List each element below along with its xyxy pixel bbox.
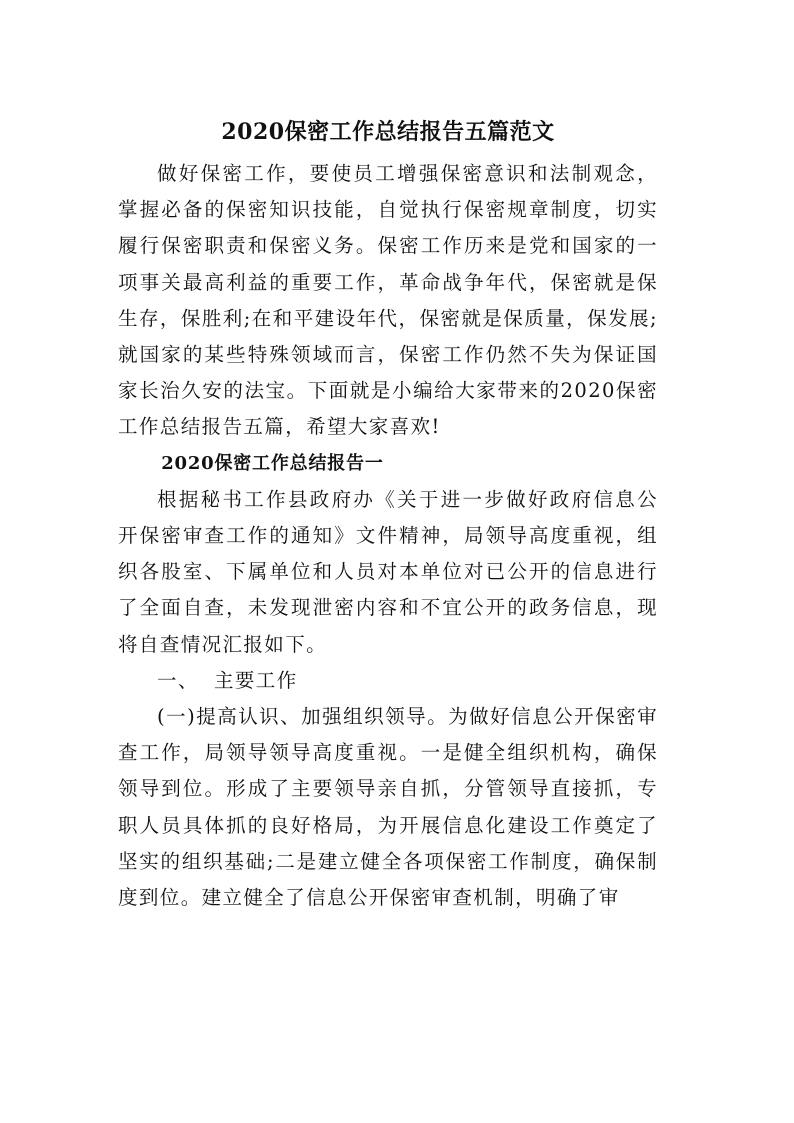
document-body (118, 112, 658, 916)
section-heading-main-work: 一、 主要工作 (157, 668, 298, 692)
report-heading: 2020保密工作总结报告一 (161, 452, 384, 474)
report-paragraph-2: (一)提高认识、加强组织领导。为做好信息公开保密审查工作，局领导领导高度重视。一是健全组织机构，确保领导到位。形成了主要领导亲自抓，分管领导直接抓，专职人员具体抓的良好格局，为开展信息化建设工作奠定了坚实的组织基础;二是建立健全各项保密工作制度，确保制度到位。建立健全了信息公开保密审查机制，明确了审 (118, 705, 658, 910)
report-paragraph-1: 根据秘书工作县政府办《关于进一步做好政府信息公开保密审查工作的通知》文件精神，局领导高度重视，组织各股室、下属单位和人员对本单位对已公开的信息进行了全面自查，未发现泄密内容和不宜公开的政务信息，现将自查情况汇报如下。 (118, 487, 658, 656)
intro-paragraph: 做好保密工作，要使员工增强保密意识和法制观念，掌握必备的保密知识技能，自觉执行保密规章制度，切实履行保密职责和保密义务。保密工作历来是党和国家的一项事关最高利益的重要工作，革命战争年代，保密就是保生存，保胜利;在和平建设年代，保密就是保质量，保发展;就国家的某些特殊领域而言，保密工作仍然不失为保证国家长治久安的法宝。下面就是小编给大家带来的2020保密工作总结报告五篇，希望大家喜欢! (118, 162, 658, 439)
document-title: 2020保密工作总结报告五篇范文 (221, 119, 555, 145)
